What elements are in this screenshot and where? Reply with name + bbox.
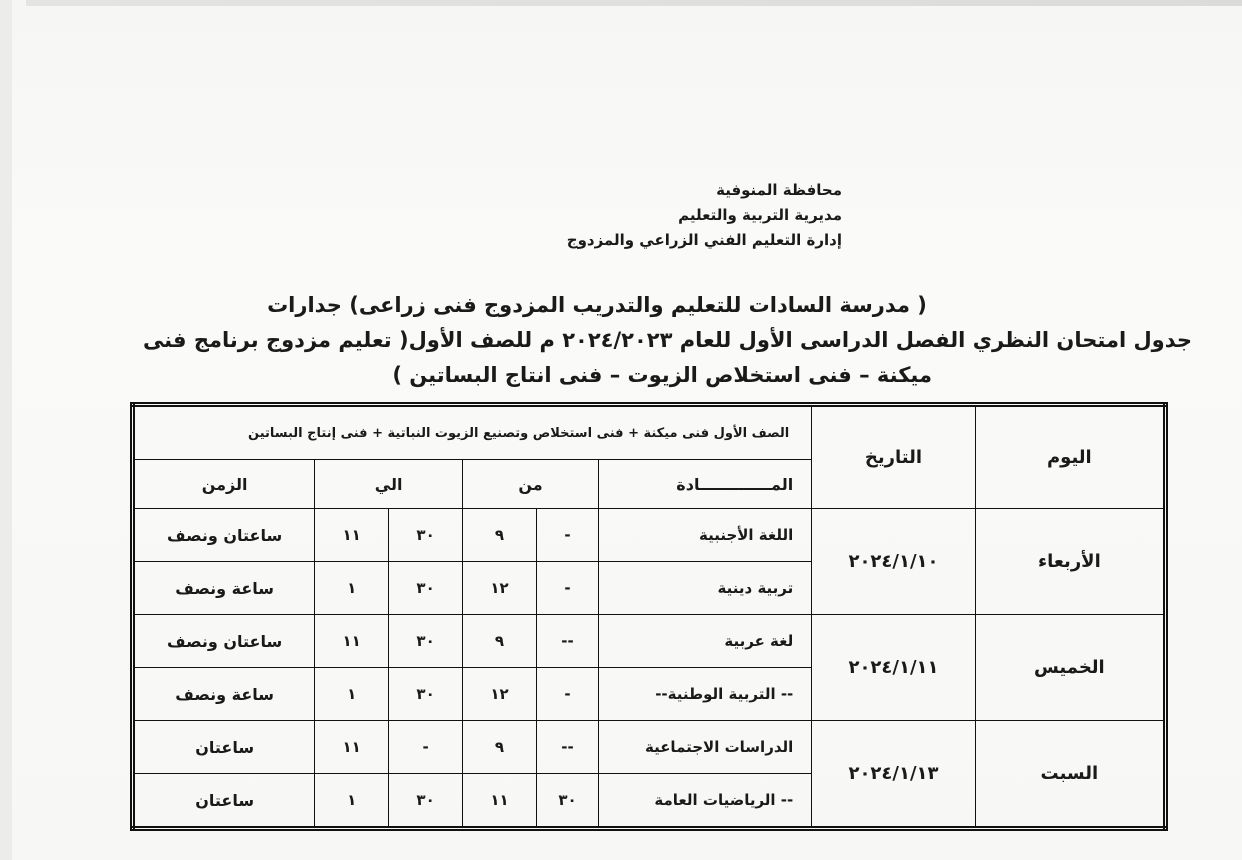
subject-cell: لغة عربية: [599, 615, 812, 668]
duration-cell: ساعة ونصف: [133, 668, 315, 721]
to-minute-cell: ٣٠: [389, 615, 463, 668]
to-hour-cell: ١١: [315, 509, 389, 562]
table-header-row: [133, 405, 1166, 460]
to-minute-cell: ٣٠: [389, 774, 463, 829]
to-hour-cell: ١: [315, 668, 389, 721]
from-hour-cell: ١١: [463, 774, 537, 829]
from-hour-cell: ٩: [463, 509, 537, 562]
to-minute-cell: -: [389, 721, 463, 774]
from-hour-cell: ٩: [463, 615, 537, 668]
subject-column-header: المـــــــــــــادة: [599, 460, 812, 509]
day-column-header: اليوم: [975, 405, 1165, 509]
date-cell: ٢٠٢٤/١/١٠: [812, 509, 975, 615]
to-hour-cell: ١: [315, 774, 389, 829]
day-cell: الأربعاء: [975, 509, 1165, 615]
to-minute-cell: ٣٠: [389, 509, 463, 562]
programs-line: ميكنة – فنى استخلاص الزيوت – فنى انتاج البساتين ): [392, 363, 932, 387]
subject-cell: اللغة الأجنبية: [599, 509, 812, 562]
from-hour-cell: ١٢: [463, 562, 537, 615]
day-cell: الخميس: [975, 615, 1165, 721]
table-row: [133, 721, 1166, 774]
duration-cell: ساعتان: [133, 721, 315, 774]
subject-cell: -- التربية الوطنية--: [599, 668, 812, 721]
administration-line: إدارة التعليم الفني الزراعي والمزدوج: [566, 231, 842, 249]
duration-cell: ساعتان ونصف: [133, 615, 315, 668]
to-hour-cell: ١١: [315, 721, 389, 774]
from-minute-cell: --: [536, 615, 598, 668]
from-hour-cell: ١٢: [463, 668, 537, 721]
from-minute-cell: -: [536, 509, 598, 562]
from-minute-cell: -: [536, 668, 598, 721]
from-hour-cell: ٩: [463, 721, 537, 774]
table-row: [133, 615, 1166, 668]
duration-cell: ساعتان ونصف: [133, 509, 315, 562]
to-column-header: الي: [315, 460, 463, 509]
day-cell: السبت: [975, 721, 1165, 829]
to-hour-cell: ١١: [315, 615, 389, 668]
from-minute-cell: ٣٠: [536, 774, 598, 829]
date-column-header: التاريخ: [812, 405, 975, 509]
from-minute-cell: --: [536, 721, 598, 774]
subject-cell: -- الرياضيات العامة: [599, 774, 812, 829]
page-top-edge: [26, 0, 1242, 6]
duration-cell: ساعة ونصف: [133, 562, 315, 615]
table-row: [133, 509, 1166, 562]
class-group-header: الصف الأول فنى ميكنة + فنى استخلاص وتصنيع الزيوت النباتية + فنى إنتاج البساتين: [133, 405, 812, 460]
schedule-title-line: جدول امتحان النظري الفصل الدراسى الأول للعام ٢٠٢٤/٢٠٢٣ م للصف الأول( تعليم مزدوج برنامج فنى: [142, 328, 1192, 352]
document-title: [122, 288, 1192, 393]
date-cell: ٢٠٢٤/١/١١: [812, 615, 975, 721]
duration-cell: ساعتان: [133, 774, 315, 829]
subject-cell: تربية دينية: [599, 562, 812, 615]
letterhead: [442, 178, 842, 253]
exam-schedule-table: [130, 402, 1168, 831]
date-cell: ٢٠٢٤/١/١٣: [812, 721, 975, 829]
to-minute-cell: ٣٠: [389, 668, 463, 721]
from-minute-cell: -: [536, 562, 598, 615]
duration-column-header: الزمن: [133, 460, 315, 509]
directorate-line: مديرية التربية والتعليم: [678, 206, 842, 224]
from-column-header: من: [463, 460, 599, 509]
subject-cell: الدراسات الاجتماعية: [599, 721, 812, 774]
to-minute-cell: ٣٠: [389, 562, 463, 615]
to-hour-cell: ١: [315, 562, 389, 615]
governorate-line: محافظة المنوفية: [716, 181, 842, 199]
school-name-line: ( مدرسة السادات للتعليم والتدريب المزدوج فنى زراعى) جدارات: [267, 293, 927, 317]
